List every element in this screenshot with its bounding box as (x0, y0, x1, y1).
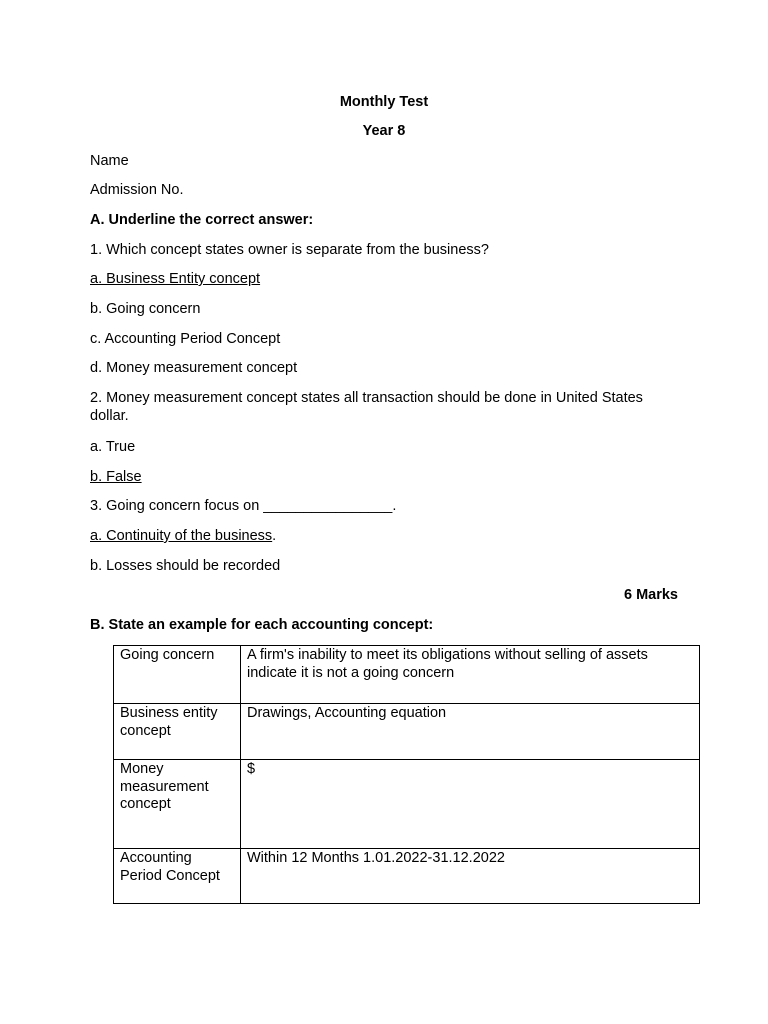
name-label: Name (90, 153, 129, 169)
question-2: 2. Money measurement concept states all transaction should be done in United States dollar. (90, 390, 643, 424)
q1-option-d: d. Money measurement concept (90, 360, 298, 376)
q1-option-a-answer: a. Business Entity concept (90, 271, 261, 287)
example-cell: Drawings, Accounting equation (241, 704, 700, 760)
q3-option-a-line (90, 527, 276, 545)
concepts-table (113, 645, 700, 904)
q3-option-b: b. Losses should be recorded (90, 558, 281, 574)
table-row (114, 646, 700, 704)
section-a-marks: 6 Marks (623, 587, 678, 603)
table-row (114, 849, 700, 904)
q1-option-c: c. Accounting Period Concept (90, 331, 281, 347)
example-cell: $ (241, 760, 700, 849)
document-title: Monthly Test (339, 94, 429, 110)
section-a-heading: A. Underline the correct answer: (90, 212, 314, 228)
q3-option-a-period: . (272, 528, 277, 544)
concept-cell: Money measurement concept (114, 760, 241, 849)
example-cell: Within 12 Months 1.01.2022-31.12.2022 (241, 849, 700, 904)
q3-option-a-answer: a. Continuity of the business (90, 528, 273, 544)
table-row (114, 760, 700, 849)
section-b-heading: B. State an example for each accounting concept: (90, 617, 434, 633)
question-3: 3. Going concern focus on ________________. (90, 498, 397, 514)
table-row (114, 704, 700, 760)
document-year: Year 8 (362, 123, 406, 139)
q2-option-b-answer: b. False (90, 469, 142, 485)
concept-cell: Business entity concept (114, 704, 241, 760)
concept-cell: Accounting Period Concept (114, 849, 241, 904)
example-cell: A firm's inability to meet its obligations without selling of assets indicate it is not a going concern (241, 646, 700, 704)
concept-cell: Going concern (114, 646, 241, 704)
q1-option-b: b. Going concern (90, 301, 201, 317)
q2-option-a: a. True (90, 439, 136, 455)
admission-label: Admission No. (90, 182, 184, 198)
question-1: 1. Which concept states owner is separate from the business? (90, 242, 489, 258)
